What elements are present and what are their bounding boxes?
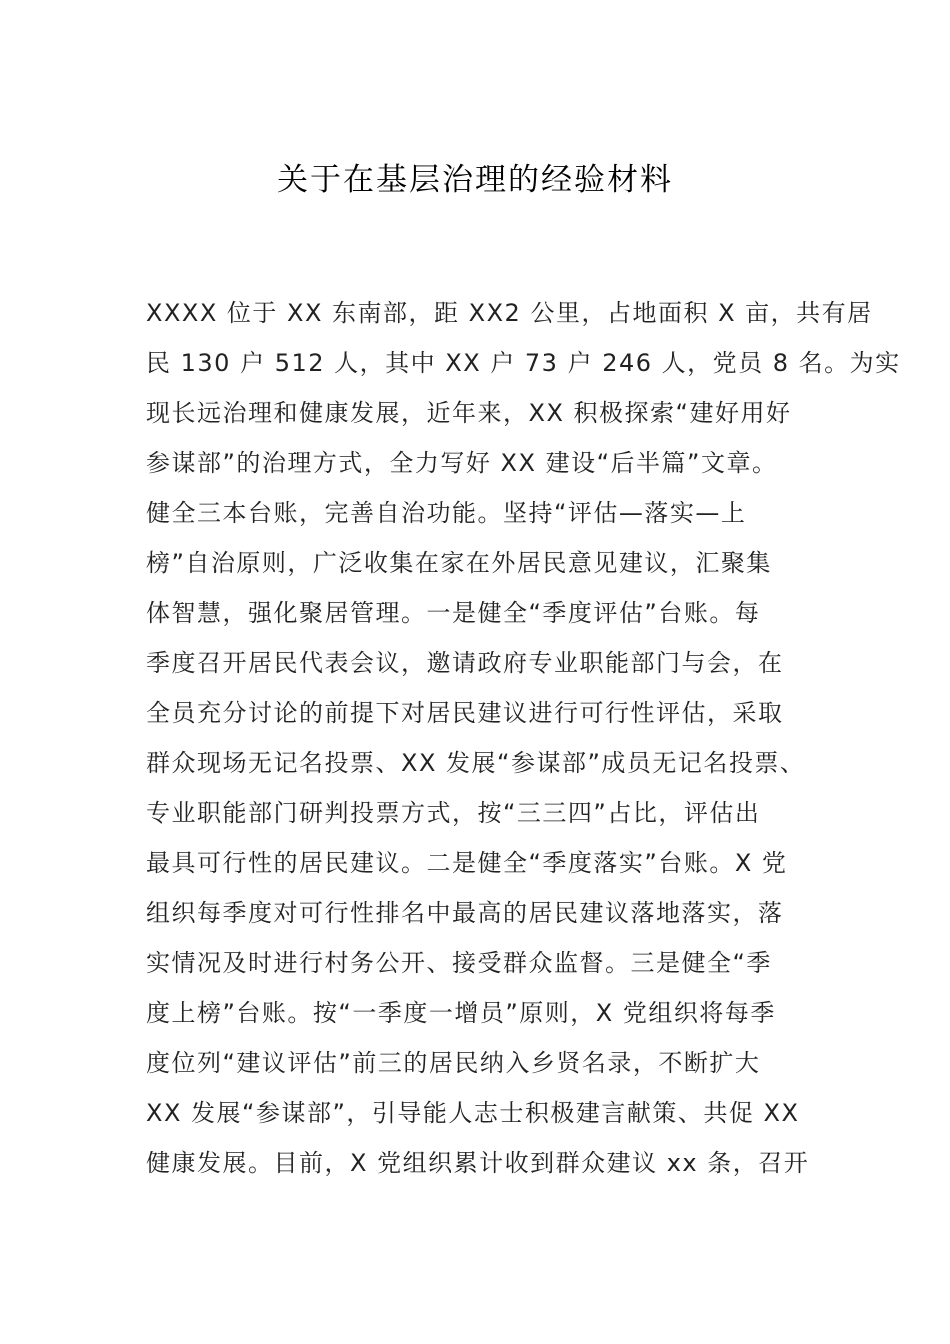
body-line: 体智慧，强化聚居管理。一是健全“季度评估”台账。每 <box>146 599 761 627</box>
document-body <box>146 288 901 1188</box>
body-line: XX 发展“参谋部”，引导能人志士积极建言献策、共促 XX <box>146 1099 800 1127</box>
body-line: 健全三本台账，完善自治功能。坚持“评估—落实—上 <box>146 499 747 527</box>
body-line: 季度召开居民代表会议，邀请政府专业职能部门与会，在 <box>146 649 784 677</box>
body-line: 专业职能部门研判投票方式，按“三三四”占比，评估出 <box>146 799 761 827</box>
body-line: 现长远治理和健康发展，近年来，XX 积极探索“建好用好 <box>146 399 792 427</box>
body-line: 民 130 户 512 人，其中 XX 户 73 户 246 人，党员 8 名。为实 <box>146 349 901 377</box>
body-line: XXXX 位于 XX 东南部，距 XX2 公里，占地面积 X 亩，共有居 <box>146 299 873 327</box>
body-line: 度位列“建议评估”前三的居民纳入乡贤名录，不断扩大 <box>146 1049 761 1077</box>
body-line: 健康发展。目前，X 党组织累计收到群众建议 xx 条，召开 <box>146 1149 810 1177</box>
body-line: 实情况及时进行村务公开、接受群众监督。三是健全“季 <box>146 949 772 977</box>
body-line: 度上榜”台账。按“一季度一增员”原则，X 党组织将每季 <box>146 999 776 1027</box>
body-line: 组织每季度对可行性排名中最高的居民建议落地落实，落 <box>146 899 784 927</box>
document-title: 关于在基层治理的经验材料 <box>277 162 673 198</box>
body-line: 群众现场无记名投票、XX 发展“参谋部”成员无记名投票、 <box>146 749 806 777</box>
body-line: 最具可行性的居民建议。二是健全“季度落实”台账。X 党 <box>146 849 788 877</box>
body-line: 榜”自治原则，广泛收集在家在外居民意见建议，汇聚集 <box>146 549 772 577</box>
body-line: 参谋部”的治理方式，全力写好 XX 建设“后半篇”文章。 <box>146 449 778 477</box>
body-line: 全员充分讨论的前提下对居民建议进行可行性评估，采取 <box>146 699 784 727</box>
